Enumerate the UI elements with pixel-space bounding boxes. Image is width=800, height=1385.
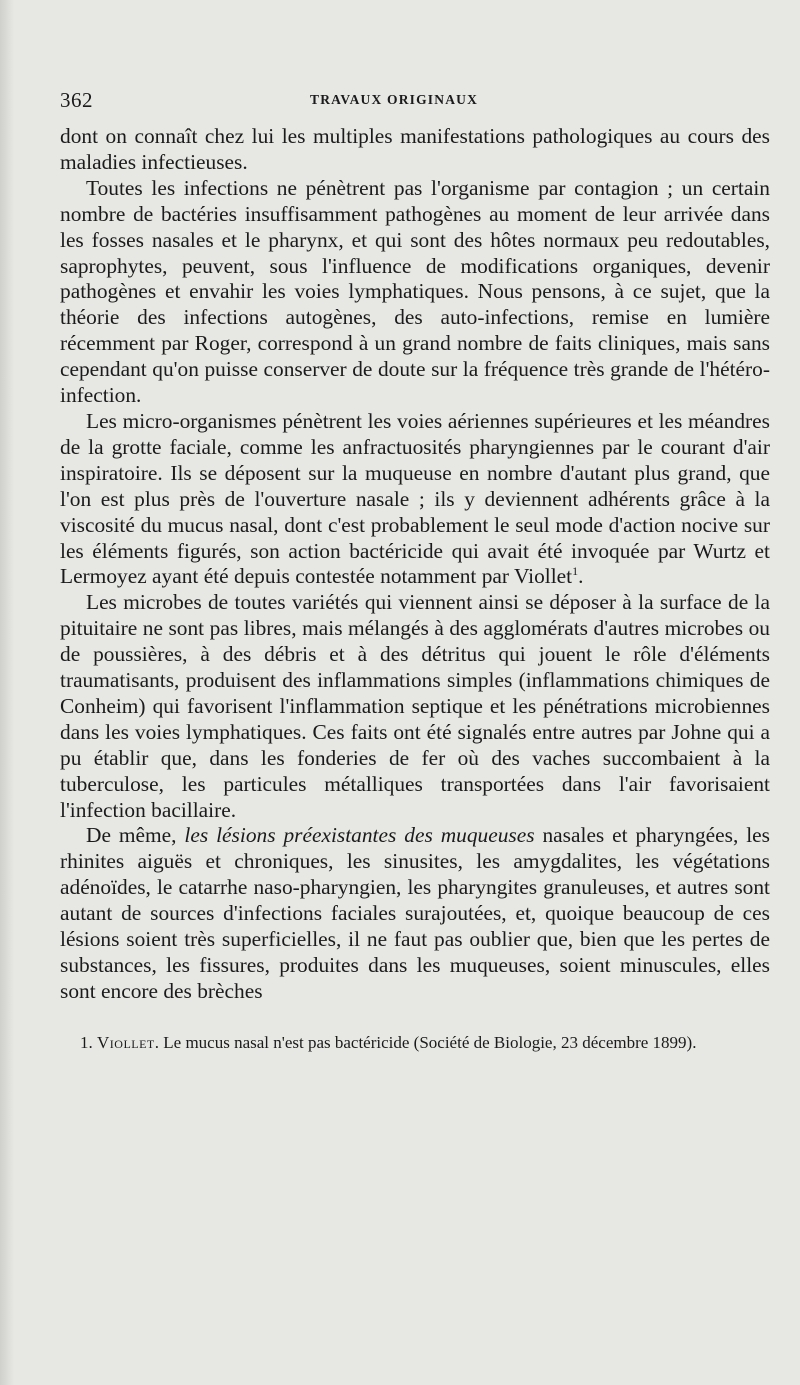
paragraph-3 xyxy=(60,409,770,590)
page-edge-shadow xyxy=(0,0,14,1385)
paragraph-3-end: . xyxy=(578,564,584,589)
footnote-author: Viollet xyxy=(97,1032,155,1052)
page-number: 362 xyxy=(60,88,93,112)
paragraph-5-italic: les lésions préexistantes des muqueuses xyxy=(184,823,535,848)
paragraph-2: Toutes les infections ne pénètrent pas l'organisme par contagion ; un certain nombre de bactéries insuffisamment pathogènes au moment de leur arrivée dans les fosses nasales et le pharynx, et qui sont des hôtes normaux peu redoutables, saprophytes, peuvent, sous l'influence de modifications organiques, devenir pathogènes et envahir les voies lymphatiques. Nous pensons, à ce sujet, que la théorie des infections autogènes, des auto-infections, remise en lumière récemment par Roger, correspond à un grand nombre de faits cliniques, mais sans cependant qu'on puisse conserver de doute sur la fréquence très grande de l'hétéro-infection. xyxy=(60,175,770,408)
footnote-text: . Le mucus nasal n'est pas bactéricide (Société de Biologie, 23 décembre 1899). xyxy=(154,1032,697,1052)
page-header xyxy=(60,80,770,124)
footnote-reference: 1 xyxy=(572,564,579,579)
paragraph-5-rest: nasales et pharyngées, les rhinites aiguës et chroniques, les sinusites, les amygdalites, les végétations adénoïdes, le catarrhe naso-pharyngien, les pharyngites granuleuses, et autres sont autant de sources d'infections faciales surajoutées, et, quoique beaucoup de ces lésions soient très superficielles, il ne faut pas oublier que, bien que les pertes de substances, les fissures, produites dans les muqueuses, soient minuscules, elles sont encore des brèches xyxy=(60,823,770,1003)
footnote xyxy=(60,1033,770,1053)
running-head: TRAVAUX ORIGINAUX xyxy=(310,92,479,107)
footnote-number: 1. xyxy=(80,1032,93,1052)
paragraph-3-text: Les micro-organismes pénètrent les voies aériennes supérieures et les méandres de la grotte faciale, comme les anfractuosités pharyngiennes par le courant d'air inspiratoire. Ils se déposent sur la muqueuse en nombre d'autant plus grand, que l'on est plus près de l'ouverture nasale ; ils y deviennent adhérents grâce à la viscosité du mucus nasal, dont c'est probablement le seul mode d'action nocive sur les éléments figurés, son action bactéricide qui avait été invoquée par Wurtz et Lermoyez ayant été depuis contestée notamment par Viollet xyxy=(60,408,770,589)
paragraph-4: Les microbes de toutes variétés qui viennent ainsi se déposer à la surface de la pituitaire ne sont pas libres, mais mélangés à des agglomérats d'autres microbes ou de poussières, à des débris et à des détritus qui jouent le rôle d'éléments traumatisants, produisent des inflammations simples (inflammations chimiques de Conheim) qui favorisent l'inflammation septique et les pénétrations microbiennes dans les voies lymphatiques. Ces faits ont été signalés entre autres par Johne qui a pu établir que, dans les fonderies de fer où des vaches succombaient à la tuberculose, les particules métalliques transportées dans l'air favorisaient l'infection bacillaire. xyxy=(60,590,770,822)
body-text xyxy=(60,124,770,1005)
paragraph-1: dont on connaît chez lui les multiples manifestations pathologiques au cours des maladies infectieuses. xyxy=(60,124,770,174)
paragraph-5 xyxy=(60,823,770,1004)
paragraph-5-start: De même, xyxy=(86,823,185,848)
